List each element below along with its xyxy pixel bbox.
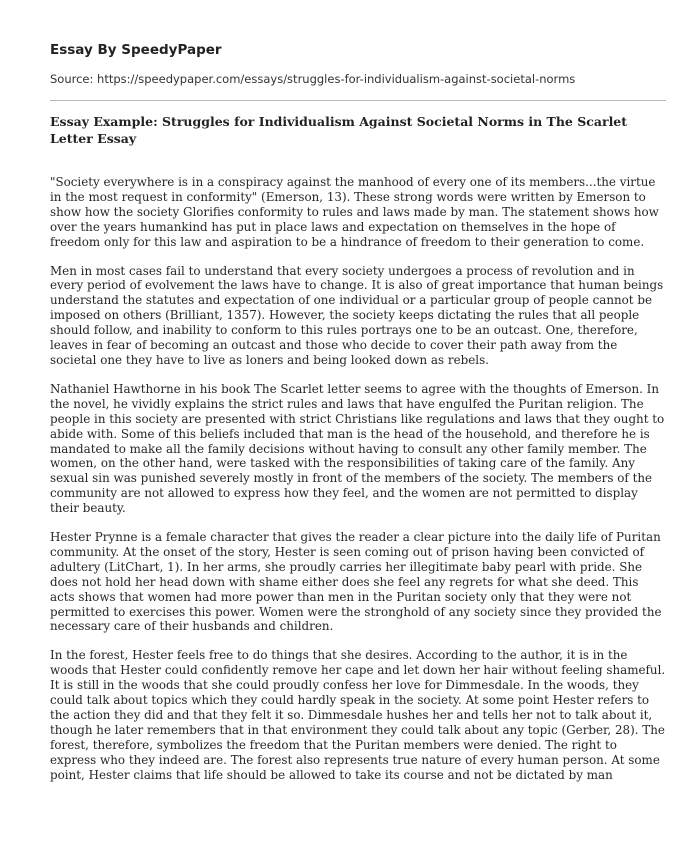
source-url: https://speedypaper.com/essays/struggles-for-individualism-against-societal-norms (97, 72, 576, 86)
source-line (50, 72, 666, 86)
source-label: Source: (50, 72, 98, 86)
essay-paragraph: "Society everywhere is in a conspiracy against the manhood of every one of its members...the virtue in the most request in conformity" (Emerson, 13). These strong words were written by Emerson to show how the society Glorifies conformity to rules and laws made by man. The statement shows how over the years humankind has put in place laws and expectation on themselves in the hope of freedom only for this law and aspiration to be a hindrance of freedom to their generation to come. (50, 175, 659, 249)
essay-body (50, 175, 666, 783)
header-divider (50, 100, 666, 101)
essay-title: Essay Example: Struggles for Individualism Against Societal Norms in The Scarlet Letter Essay (50, 114, 628, 146)
site-title: Essay By SpeedyPaper (50, 42, 222, 58)
essay-paragraph: Hester Prynne is a female character that gives the reader a clear picture into the daily life of Puritan community. At the onset of the story, Hester is seen coming out of prison having been convicted of adultery (LitChart, 1). In her arms, she proudly carries her illegitimate baby pearl with pride. She does not hold her head down with shame either does she feel any regrets for what she deed. This acts shows that women had more power than men in the Puritan society only that they were not permitted to exercises this power. Women were the stronghold of any society since they provided the necessary care of their husbands and children. (50, 530, 662, 634)
essay-paragraph: Nathaniel Hawthorne in his book The Scarlet letter seems to agree with the thoughts of Emerson. In the novel, he vividly explains the strict rules and laws that have engulfed the Puritan religion. The people in this society are presented with strict Christians like regulations and laws that they ought to abide with. Some of this beliefs included that man is the head of the household, and therefore he is mandated to make all the family decisions without having to consult any other family member. The women, on the other hand, were tasked with the responsibilities of taking care of the family. Any sexual sin was punished severely mostly in front of the members of the society. The members of the community are not allowed to express how they feel, and the women are not permitted to display their beauty. (50, 381, 665, 516)
essay-paragraph: Men in most cases fail to understand that every society undergoes a process of revolution and in every period of evolvement the laws have to change. It is also of great importance that human beings understand the statutes and expectation of one individual or a particular group of people cannot be imposed on others (Brilliant, 1357). However, the society keeps dictating the rules that all people should follow, and inability to conform to this rules portrays one to be an outcast. One, therefore, leaves in fear of becoming an outcast and those who decide to cover their path away from the societal one they have to live as loners and being looked down as rebels. (50, 263, 664, 367)
essay-paragraph: In the forest, Hester feels free to do things that she desires. According to the author, it is in the woods that Hester could confidently remove her cape and let down her hair without feeling shameful. It is still in the woods that she could proudly confess her love for Dimmesdale. In the woods, they could talk about topics which they could hardly speak in the society. At some point Hester refers to the action they did and that they felt it so. Dimmesdale hushes her and tells her not to talk about it, though he later remembers that in that environment they could talk about any topic (Gerber, 28). The forest, therefore, symbolizes the freedom that the Puritan members were denied. The right to express who they indeed are. The forest also represents true nature of every human person. At some point, Hester claims that life should be allowed to take its course and not be dictated by man (50, 648, 666, 782)
